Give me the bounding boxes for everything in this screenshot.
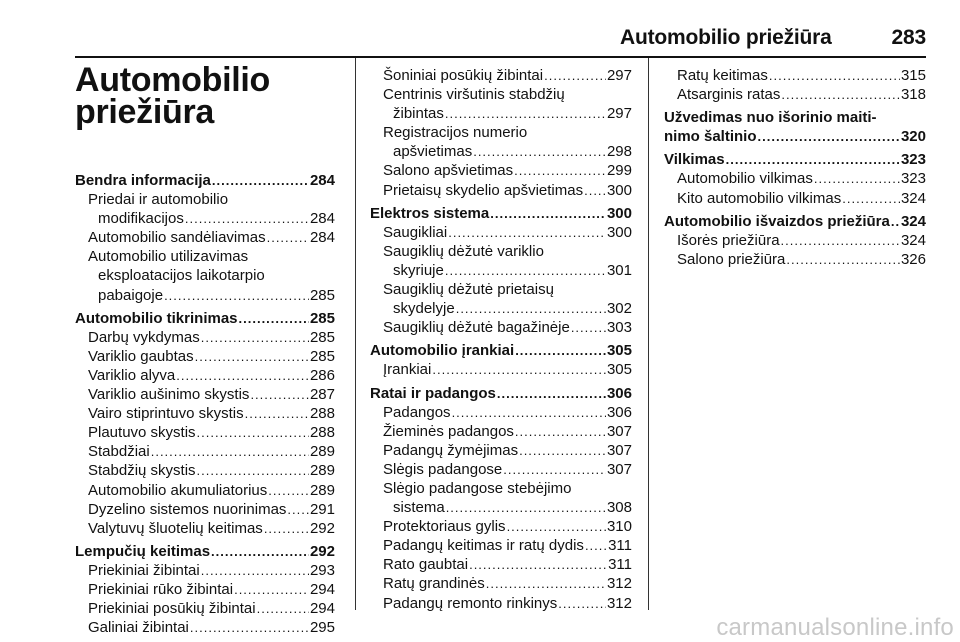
toc-entry-text: Padangų žymėjimas <box>383 441 519 459</box>
toc-entry-text: Atsarginis ratas <box>677 86 781 104</box>
toc-entry-row <box>88 328 335 347</box>
toc-page-number: 297 <box>606 67 632 84</box>
toc-entry-row <box>677 66 926 85</box>
dot-leader <box>185 209 309 228</box>
toc-section[interactable] <box>664 108 926 146</box>
toc-section[interactable] <box>75 309 335 328</box>
toc-entry[interactable] <box>370 280 632 318</box>
toc-entry[interactable] <box>370 555 632 574</box>
toc-entry-row <box>383 422 632 441</box>
toc-entry-row <box>383 555 632 574</box>
toc-section-title: Vilkimas <box>664 151 725 169</box>
dot-leader <box>245 404 309 423</box>
dot-leader <box>201 328 309 347</box>
toc-section[interactable] <box>664 150 926 169</box>
toc-entry-row <box>370 384 632 403</box>
toc-entry[interactable] <box>75 481 335 500</box>
toc-entry[interactable] <box>75 366 335 385</box>
dot-leader <box>519 441 606 460</box>
chapter-title: Automobilio priežiūra <box>75 61 270 131</box>
toc-page-number: 315 <box>900 67 926 84</box>
toc-entry-text: Priekiniai žibintai <box>88 561 200 579</box>
dot-leader <box>445 261 606 280</box>
toc-page-number: 285 <box>309 328 335 346</box>
toc-entry-row <box>677 189 926 208</box>
toc-page-number: 297 <box>606 105 632 123</box>
toc-entry-text: Saugikliai <box>383 223 448 241</box>
toc-entry-row <box>88 580 335 599</box>
dot-leader <box>456 299 606 318</box>
toc-entry-row <box>383 517 632 536</box>
toc-page-number: 295 <box>309 619 335 637</box>
dot-leader <box>446 498 606 517</box>
toc-entry[interactable] <box>370 223 632 242</box>
toc-entry-row <box>677 231 926 250</box>
toc-entry[interactable] <box>75 190 335 228</box>
dot-leader <box>891 212 900 231</box>
toc-entry[interactable] <box>75 580 335 599</box>
toc-section-title: Elektros sistema <box>370 204 490 222</box>
toc-section[interactable] <box>664 212 926 231</box>
dot-leader <box>814 169 900 188</box>
toc-entry[interactable] <box>370 574 632 593</box>
toc-page-number: 307 <box>606 460 632 478</box>
toc-page-number: 300 <box>606 204 632 222</box>
toc-entry[interactable] <box>75 561 335 580</box>
toc-entry-text: Centrinis viršutinis stabdžių <box>383 86 565 104</box>
toc-entry[interactable] <box>370 123 632 161</box>
toc-entry[interactable] <box>370 360 632 379</box>
dot-leader <box>503 460 606 479</box>
toc-page-number: 318 <box>900 86 926 104</box>
toc-entry-text: Vairo stiprintuvo skystis <box>88 405 244 423</box>
toc-entry[interactable] <box>370 181 632 200</box>
toc-section[interactable] <box>370 341 632 360</box>
toc-entry-row <box>75 309 335 328</box>
toc-entry-row <box>370 204 632 223</box>
toc-page-number: 312 <box>606 594 632 612</box>
toc-page-number: 284 <box>309 210 335 228</box>
toc-entry-row <box>383 441 632 460</box>
dot-leader <box>514 161 606 180</box>
dot-leader <box>786 250 900 269</box>
toc-page-number: 307 <box>606 422 632 440</box>
toc-page-number: 310 <box>606 518 632 536</box>
toc-entry-text: Išorės priežiūra <box>677 231 780 249</box>
dot-leader <box>234 580 309 599</box>
dot-leader <box>195 347 309 366</box>
toc-entry-row <box>88 209 335 228</box>
dot-leader <box>490 204 606 223</box>
toc-page-number: 288 <box>309 405 335 423</box>
dot-leader <box>264 519 309 538</box>
toc-entry-text: Variklio gaubtas <box>88 347 194 365</box>
toc-entry-text: Saugiklių dėžutė bagažinėje <box>383 319 570 337</box>
toc-entry[interactable] <box>664 189 926 208</box>
dot-leader <box>497 384 606 403</box>
toc-entry[interactable] <box>75 618 335 637</box>
dot-leader <box>558 594 606 613</box>
toc-entry[interactable] <box>75 519 335 538</box>
toc-entry-text: Valytuvų šluotelių keitimas <box>88 519 263 537</box>
toc-page-number: 289 <box>309 481 335 499</box>
toc-entry[interactable] <box>370 536 632 555</box>
toc-page-number: 285 <box>309 286 335 304</box>
toc-entry-text: Automobilio utilizavimas <box>88 248 249 266</box>
watermark: carmanualsonline.info <box>716 614 954 641</box>
toc-entry-row <box>88 404 335 423</box>
toc-entry-row <box>88 423 335 442</box>
column-divider <box>648 58 649 610</box>
dot-leader <box>452 403 606 422</box>
toc-page-number: 293 <box>309 561 335 579</box>
toc-page-number: 306 <box>606 403 632 421</box>
toc-page-number: 301 <box>606 261 632 279</box>
toc-entry-row <box>383 594 632 613</box>
toc-entry[interactable] <box>664 250 926 269</box>
dot-leader <box>190 618 309 637</box>
toc-entry-text: Stabdžiai <box>88 443 150 461</box>
dot-leader <box>726 150 900 169</box>
toc-page-number: 289 <box>309 443 335 461</box>
dot-leader <box>211 542 309 561</box>
toc-entry-text: Rato gaubtai <box>383 556 469 574</box>
toc-entry[interactable] <box>370 403 632 422</box>
toc-page-number: 300 <box>606 223 632 241</box>
dot-leader <box>267 228 309 247</box>
toc-entry-row <box>664 127 926 146</box>
toc-entry-row <box>383 161 632 180</box>
toc-section-title: nimo šaltinio <box>664 128 757 146</box>
toc-entry-text: Automobilio akumuliatorius <box>88 481 268 499</box>
column-divider <box>355 58 356 610</box>
toc-entry-text: Slėgis padangose <box>383 460 503 478</box>
toc-entry-text: Padangų remonto rinkinys <box>383 594 558 612</box>
toc-page-number: 326 <box>900 250 926 268</box>
toc-entry-row <box>383 460 632 479</box>
toc-entry-row <box>383 104 632 123</box>
toc-entry-text: modifikacijos <box>98 210 184 228</box>
dot-leader <box>781 231 900 250</box>
toc-page-number: 288 <box>309 424 335 442</box>
toc-entry-row <box>383 66 632 85</box>
dot-leader <box>197 423 309 442</box>
toc-section-title: Automobilio tikrinimas <box>75 309 238 327</box>
toc-entry[interactable] <box>370 161 632 180</box>
toc-entry-text: Padangų keitimas ir ratų dydis <box>383 537 584 555</box>
running-head <box>620 26 926 50</box>
toc-page-number: 291 <box>309 500 335 518</box>
toc-entry-row <box>88 385 335 404</box>
toc-entry-text: skydelyje <box>393 300 455 318</box>
toc-section-title: Lempučių keitimas <box>75 542 211 560</box>
toc-entry-text: Šoniniai posūkių žibintai <box>383 67 544 84</box>
toc-entry-row <box>75 171 335 190</box>
toc-section[interactable] <box>75 171 335 190</box>
toc-entry-text: Automobilio sandėliavimas <box>88 229 266 247</box>
toc-entry[interactable] <box>75 599 335 618</box>
toc-entry-text: Variklio alyva <box>88 366 176 384</box>
toc-entry-row <box>664 212 926 231</box>
toc-entry-row <box>75 542 335 561</box>
toc-page-number: 305 <box>606 361 632 379</box>
toc-entry-row <box>88 461 335 480</box>
toc-entry-text: Darbų vykdymas <box>88 328 200 346</box>
toc-entry[interactable] <box>75 461 335 480</box>
dot-leader <box>469 555 607 574</box>
dot-leader <box>781 85 900 104</box>
dot-leader <box>445 104 606 123</box>
toc-entry[interactable] <box>370 441 632 460</box>
toc-page-number: 311 <box>608 537 632 555</box>
toc-page-number: 286 <box>309 366 335 384</box>
toc-entry-row <box>383 498 632 517</box>
toc-page-number: 303 <box>606 319 632 337</box>
toc-section-title: Ratai ir padangos <box>370 384 496 402</box>
toc-entry-row <box>677 250 926 269</box>
toc-entry-row <box>383 261 632 280</box>
toc-entry[interactable] <box>75 385 335 404</box>
toc-entry-text: Stabdžių skystis <box>88 462 196 480</box>
toc-page-number: 305 <box>606 342 632 360</box>
toc-entry-text: Dyzelino sistemos nuorinimas <box>88 500 287 518</box>
dot-leader <box>164 286 309 305</box>
toc-entry-text: Automobilio vilkimas <box>677 170 813 188</box>
toc-entry-text: pabaigoje <box>98 286 164 304</box>
dot-leader <box>257 599 309 618</box>
toc-page-number: 302 <box>606 300 632 318</box>
dot-leader <box>432 360 606 379</box>
dot-leader <box>507 517 606 536</box>
toc-page-number: 284 <box>309 172 335 189</box>
toc-entry[interactable] <box>75 500 335 519</box>
toc-entry-text: skyriuje <box>393 261 444 279</box>
dot-leader <box>212 171 309 190</box>
toc-entry-text: apšvietimas <box>393 143 473 161</box>
toc-entry-row <box>383 299 632 318</box>
dot-leader <box>176 366 309 385</box>
toc-entry[interactable] <box>370 242 632 280</box>
toc-page-number: 285 <box>309 347 335 365</box>
toc-entry-row <box>88 366 335 385</box>
toc-entry[interactable] <box>75 423 335 442</box>
toc-entry-row <box>88 618 335 637</box>
toc-entry-text: Salono priežiūra <box>677 250 786 268</box>
toc-page-number: 298 <box>606 143 632 161</box>
dot-leader <box>448 223 606 242</box>
toc-entry[interactable] <box>370 479 632 517</box>
toc-entry[interactable] <box>370 318 632 337</box>
toc-entry-row <box>370 341 632 360</box>
toc-entry-row <box>383 181 632 200</box>
toc-entry-row <box>383 223 632 242</box>
toc-entry-text: Galiniai žibintai <box>88 619 189 637</box>
toc-section-title: Bendra informacija <box>75 172 211 189</box>
toc-entry[interactable] <box>370 66 632 85</box>
toc-entry-text: Kito automobilio vilkimas <box>677 189 842 207</box>
header-rule <box>75 56 926 58</box>
toc-entry[interactable] <box>75 328 335 347</box>
dot-leader <box>571 318 606 337</box>
toc-page-number: 308 <box>606 499 632 517</box>
toc-entry[interactable] <box>664 169 926 188</box>
toc-entry-row <box>383 142 632 161</box>
toc-entry-text: eksploatacijos laikotarpio <box>98 267 265 285</box>
dot-leader <box>250 385 309 404</box>
toc-entry[interactable] <box>370 85 632 123</box>
dot-leader <box>585 536 607 555</box>
dot-leader <box>239 309 309 328</box>
toc-section-title: Automobilio įrankiai <box>370 342 515 360</box>
toc-entry-row <box>677 85 926 104</box>
dot-leader <box>268 481 309 500</box>
toc-page-number: 311 <box>608 556 632 574</box>
toc-page-number: 289 <box>309 462 335 480</box>
toc-entry-row <box>88 286 335 305</box>
toc-entry-text: Priekiniai posūkių žibintai <box>88 600 256 618</box>
toc-entry-row <box>383 574 632 593</box>
dot-leader <box>486 574 606 593</box>
toc-entry[interactable] <box>664 66 926 85</box>
toc-entry-text: Saugiklių dėžutė prietaisų <box>383 281 554 299</box>
toc-page-number: 292 <box>309 519 335 537</box>
dot-leader <box>769 66 900 85</box>
dot-leader <box>544 66 606 85</box>
dot-leader <box>515 422 606 441</box>
toc-page-number: 307 <box>606 441 632 459</box>
toc-entry[interactable] <box>370 517 632 536</box>
toc-entry[interactable] <box>75 247 335 304</box>
toc-page-number: 312 <box>606 575 632 593</box>
dot-leader <box>201 561 309 580</box>
toc-entry-text: Užvedimas nuo išorinio maiti- <box>664 109 877 127</box>
toc-page-number: 287 <box>309 386 335 404</box>
toc-entry-text: Salono apšvietimas <box>383 162 514 180</box>
toc-page-number: 292 <box>309 542 335 560</box>
dot-leader <box>151 442 309 461</box>
toc-entry-row <box>88 500 335 519</box>
toc-entry-text: Slėgio padangose stebėjimo <box>383 479 572 497</box>
toc-entry-row <box>383 403 632 422</box>
toc-entry-text: Registracijos numerio <box>383 124 528 142</box>
toc-entry[interactable] <box>75 404 335 423</box>
toc-page-number: 324 <box>900 189 926 207</box>
dot-leader <box>197 461 309 480</box>
toc-page-number: 285 <box>309 309 335 327</box>
toc-page-number: 300 <box>606 181 632 199</box>
toc-entry-text: Prietaisų skydelio apšvietimas <box>383 181 584 199</box>
toc-entry[interactable] <box>370 594 632 613</box>
toc-entry-text: sistema <box>393 499 445 517</box>
toc-entry-text: žibintas <box>393 105 444 123</box>
toc-entry-row <box>88 481 335 500</box>
toc-entry-row <box>88 561 335 580</box>
toc-page-number: 320 <box>900 128 926 146</box>
toc-entry-text: Padangos <box>383 403 451 421</box>
toc-entry-text: Ratų grandinės <box>383 575 485 593</box>
toc-page-number: 299 <box>606 162 632 180</box>
dot-leader <box>287 500 309 519</box>
toc-entry-row <box>88 519 335 538</box>
toc-entry-row <box>664 150 926 169</box>
toc-entry[interactable] <box>370 422 632 441</box>
toc-entry[interactable] <box>664 231 926 250</box>
toc-page-number: 324 <box>900 231 926 249</box>
toc-section[interactable] <box>75 542 335 561</box>
toc-page-number: 323 <box>900 151 926 169</box>
dot-leader <box>842 189 900 208</box>
page-number: 283 <box>891 26 926 49</box>
toc-entry-text: Žieminės padangos <box>383 422 514 440</box>
dot-leader <box>758 127 900 146</box>
dot-leader <box>473 142 606 161</box>
toc-entry-text: Protektoriaus gylis <box>383 518 506 536</box>
toc-entry[interactable] <box>370 460 632 479</box>
toc-entry[interactable] <box>664 85 926 104</box>
toc-entry-row <box>383 536 632 555</box>
toc-entry-row <box>88 347 335 366</box>
toc-entry-row <box>88 442 335 461</box>
toc-entry-row <box>383 360 632 379</box>
toc-entry-text: Plautuvo skystis <box>88 424 196 442</box>
toc-entry-row <box>383 318 632 337</box>
toc-entry-text: Priedai ir automobilio <box>88 191 229 209</box>
toc-page-number: 323 <box>900 170 926 188</box>
toc-page-number: 294 <box>309 580 335 598</box>
toc-entry-row <box>88 599 335 618</box>
dot-leader <box>515 341 606 360</box>
toc-entry[interactable] <box>75 347 335 366</box>
toc-entry-text: Ratų keitimas <box>677 67 768 84</box>
toc-entry-row <box>677 169 926 188</box>
toc-section[interactable] <box>370 384 632 403</box>
toc-entry-text: Priekiniai rūko žibintai <box>88 580 234 598</box>
toc-entry[interactable] <box>75 228 335 247</box>
toc-page-number: 294 <box>309 600 335 618</box>
toc-section[interactable] <box>370 204 632 223</box>
toc-page-number: 324 <box>900 212 926 230</box>
toc-page-number: 306 <box>606 384 632 402</box>
toc-entry-row <box>88 228 335 247</box>
toc-entry-text: Įrankiai <box>383 361 432 379</box>
dot-leader <box>584 181 606 200</box>
toc-entry-text: Saugiklių dėžutė variklio <box>383 242 544 260</box>
toc-page-number: 284 <box>309 229 335 247</box>
toc-section-title: Automobilio išvaizdos priežiūra <box>664 212 890 230</box>
toc-entry-text: Variklio aušinimo skystis <box>88 386 250 404</box>
running-head-title: Automobilio priežiūra <box>620 26 832 49</box>
toc-entry[interactable] <box>75 442 335 461</box>
